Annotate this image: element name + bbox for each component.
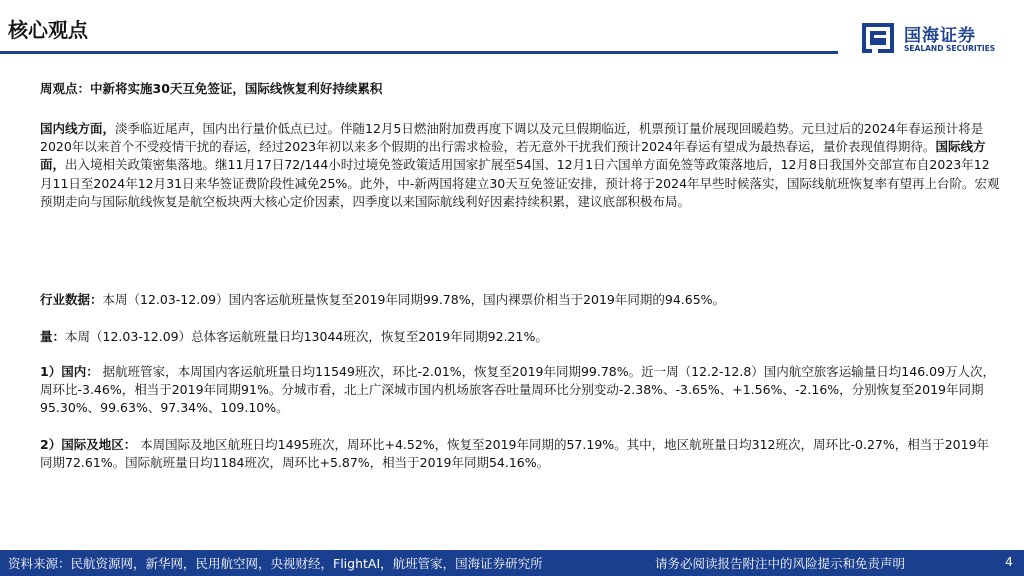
header-divider <box>0 51 838 54</box>
domestic-text: 淡季临近尾声，国内出行量价低点已过。伴随12月5日燃油附加费再度下调以及元旦假期临近，机票预订量价展现回暖趋势。元旦过后的2024年春运预计将是2020年以来首个不受疫情干扰的春运，经过2023年初以来多个假期的出行需求检验，若无意外干扰我们预计2024年春运有望成为最热春运，量价表现值得期待。 <box>40 121 984 155</box>
domestic-flight-data <box>40 363 1000 418</box>
international-text: 出入境相关政策密集落地。继11月17日72/144小时过境免签政策适用国家扩展至54国、12月1日六国单方面免签等政策落地后，12月8日我国外交部宣布自2023年12月11日至2024年12月31日来华签证费阶段性减免25%。此外，中-新两国将建立30天互免签证安排，预计将于2024年早些时候落实，国际线航班恢复率有望再上台阶。宏观预期走向与国际航线恢复是航空板块两大核心定价因素，四季度以来国际航线利好因素持续积累，建议底部积极布局。 <box>40 157 1000 209</box>
weekly-view <box>40 80 382 98</box>
footer-disclaimer: 请务必阅读报告附注中的风险提示和免责声明 <box>655 556 906 571</box>
volume-label: 量： <box>40 329 66 344</box>
industry-data-text: 本周（12.03-12.09）国内客运航班量恢复至2019年同期99.78%，国内裸票价相当于2019年同期的94.65%。 <box>102 292 726 307</box>
international-flight-data <box>40 436 1000 472</box>
international-flight-text: 本周国际及地区航班日均1495班次，周环比+4.52%，恢复至2019年同期的57.19%。其中，地区航班量日均312班次，周环比-0.27%，相当于2019年同期72.61%。国际航班量日均1184班次，周环比+5.87%，相当于2019年同期54.16%。 <box>40 437 990 471</box>
footer-source: 资料来源：民航资源网，新华网，民用航空网，央视财经，FlightAI，航班管家，国海证券研究所 <box>8 556 543 571</box>
page-number: 4 <box>1005 554 1013 569</box>
volume-text: 本周（12.03-12.09）总体客运航班量日均13044班次，恢复至2019年同期92.21%。 <box>65 329 548 344</box>
sealand-logo-icon <box>860 20 896 56</box>
domestic-intl-paragraph <box>40 120 1000 211</box>
domestic-flight-text: 据航班管家，本周国内客运航班量日均11549班次，环比-2.01%，恢复至2019年同期99.78%。近一周（12.2-12.8）国内航空旅客运输量日均146.09万人次，周环比-3.46%，相当于2019年同期91%。分城市看，北上广深城市国内机场旅客吞吐量周环比分别变动-2.38%、-3.65%、+1.56%、-2.16%，分别恢复至2019年同期95.30%、99.63%、97.34%、109.10%。 <box>40 364 996 416</box>
logo-chinese-name: 国海证券 <box>904 26 976 46</box>
volume-data <box>40 328 548 346</box>
weekly-view-label: 周观点： <box>40 81 91 96</box>
international-label: 国际线方面， <box>40 139 986 173</box>
industry-data-label: 行业数据： <box>40 292 103 307</box>
domestic-label: 国内线方面， <box>40 121 116 136</box>
industry-data <box>40 291 725 309</box>
company-logo <box>860 20 1010 56</box>
page-title: 核心观点 <box>8 18 88 42</box>
logo-english-name: SEALAND SECURITIES <box>904 44 996 53</box>
weekly-view-text: 中新将实施30天互免签证，国际线恢复利好持续累积 <box>90 81 383 96</box>
domestic-flight-label: 1）国内： <box>40 364 99 379</box>
international-flight-label: 2）国际及地区： <box>40 437 137 452</box>
footer-bar <box>0 550 1024 576</box>
